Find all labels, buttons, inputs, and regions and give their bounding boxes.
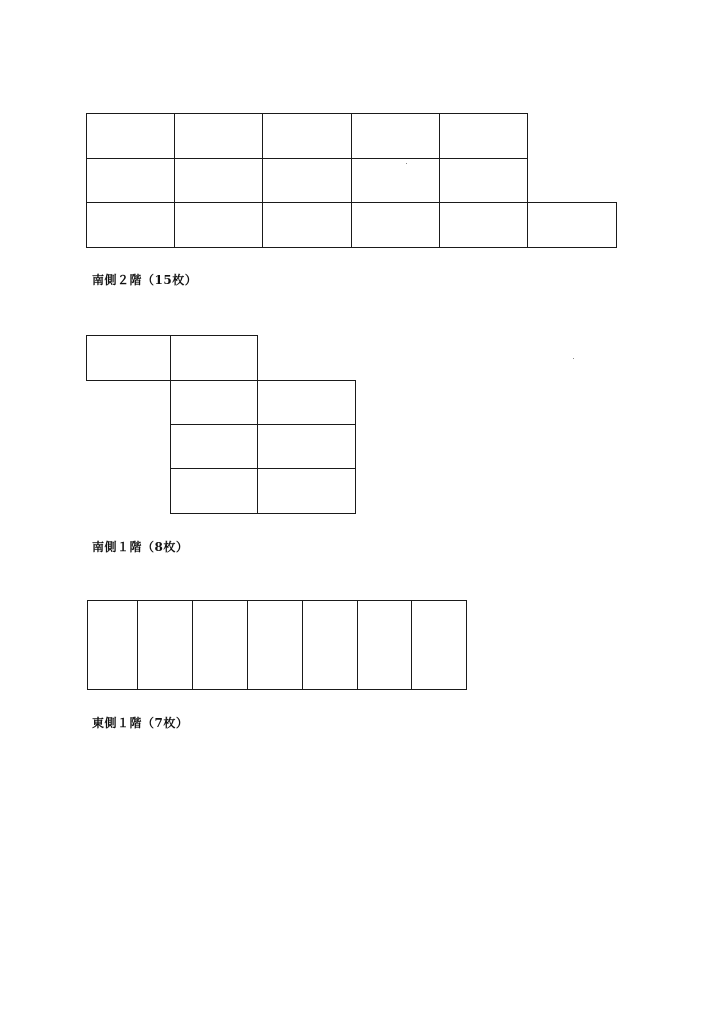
panel: [527, 202, 617, 248]
panel: [302, 600, 358, 690]
panel: [262, 202, 352, 248]
panel: [137, 600, 193, 690]
panel: [86, 158, 175, 203]
panel: [86, 202, 175, 248]
panel: [439, 158, 528, 203]
panel: [351, 158, 440, 203]
panel: [170, 468, 258, 514]
panel: [439, 202, 528, 248]
panel: [192, 600, 248, 690]
panel: [351, 113, 440, 159]
panel: [170, 380, 258, 425]
panel: [87, 600, 138, 690]
panel: [86, 335, 171, 381]
south-1f-caption: 南側１階（8枚）: [92, 540, 189, 554]
scan-speck: [406, 163, 407, 164]
panel: [262, 158, 352, 203]
panel: [257, 380, 356, 425]
panel: [174, 113, 263, 159]
panel: [174, 202, 263, 248]
panel: [247, 600, 303, 690]
east-1f-caption: 東側１階（7枚）: [92, 716, 189, 730]
panel: [174, 158, 263, 203]
panel: [170, 424, 258, 469]
south-2f-caption: 南側２階（15枚）: [92, 273, 198, 287]
panel: [257, 468, 356, 514]
panel: [439, 113, 528, 159]
scan-speck: [573, 358, 574, 359]
panel: [411, 600, 467, 690]
panel: [257, 424, 356, 469]
panel: [357, 600, 412, 690]
panel: [170, 335, 258, 381]
panel: [351, 202, 440, 248]
panel: [86, 113, 175, 159]
panel: [262, 113, 352, 159]
